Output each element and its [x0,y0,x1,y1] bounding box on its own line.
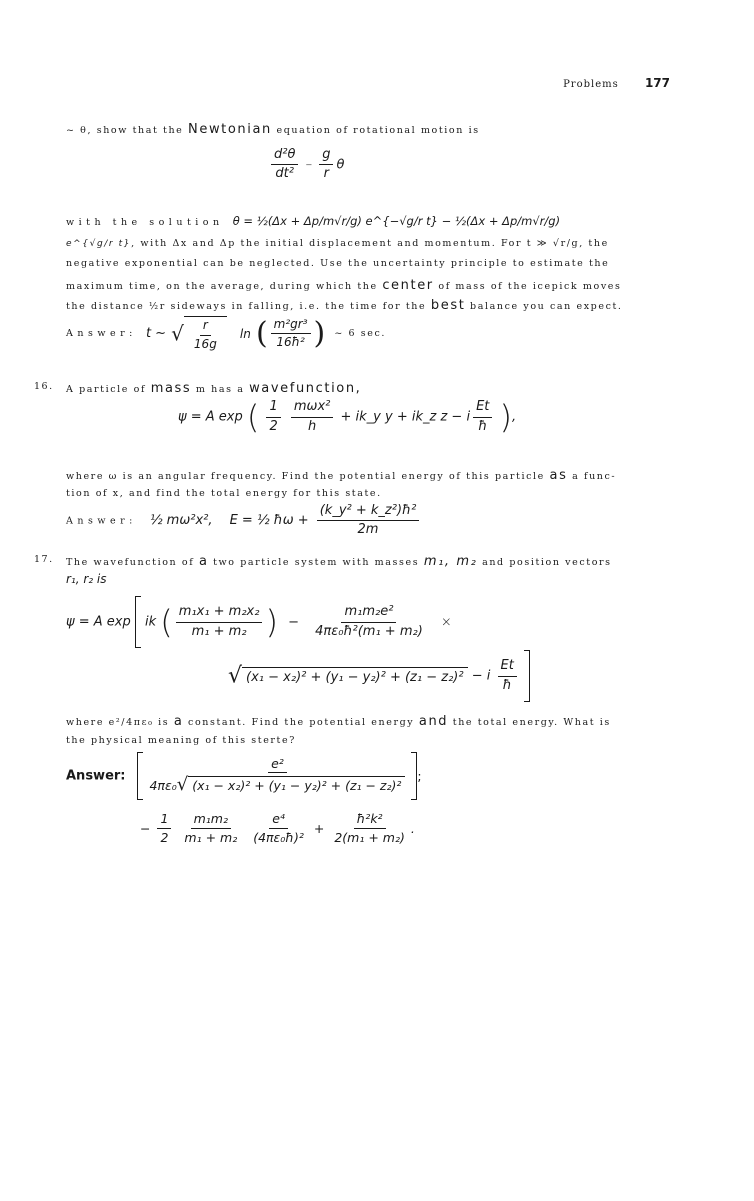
problem-17-line-1: The wavefunction of a two particle system with masses m₁, m₂ and position vectors [66,554,612,569]
problem-17-answer-energy: − $\frac{1}{2}$ $\frac{\text{m₁m₂}}{\text{m₁ + m₂}}$ $\frac{\text{e⁴}}{\text{(4πε₀ħ)²}}$ + $\frac{\text{ħ²k²}}{\text{2(m₁ + m₂)}}$ . [140,811,415,845]
problem-17-wavefunction: ψ = A exp ik ( $\frac{\text{m₁x₁ + m₂x₂}}{\text{m₁ + m₂}}$ ) − $\frac{\text{m₁m₂e²}}{\text{4πε₀ħ²(m₁ + m₂)}}$ × [66,596,452,648]
answer-label: Answer: [66,768,126,784]
problem-17-line-3: where e²/4πε₀ is a constant. Find the potential energy and the total energy. What is [66,714,611,729]
problem-16-answer: Answer: ½ mω²x², E = ½ ħω + $\frac{\text{(k\_y² + k\_z²)ħ²}}{2m}$ [66,504,422,538]
problem-17-line-4: the physical meaning of this sterte? [66,735,296,746]
page-number: 177 [644,76,670,90]
problem-16-number: 16. [34,381,54,392]
problem-16-wavefunction: ψ = A exp ( $\frac{1}{2}$ $\frac{\text{mωx²}}{h}$ + ik_y y + ik_z z − i $\frac{Et}{ħ}$ ), [178,398,517,436]
problem-16-line-3: tion of x, and find the total energy for this state. [66,488,382,499]
intro-line-4: negative exponential can be neglected. Use the uncertainty principle to estimate the [66,258,610,269]
intro-line-6: the distance ½r sideways in falling, i.e. the time for the best balance you can expect. [66,298,623,313]
problem-16-line-2: where ω is an angular frequency. Find the potential energy of this particle as a func- [66,468,617,483]
intro-line-3: e^{√g/r t}, with Δx and Δp the initial displacement and momentum. For t ≫ √r/g, the [66,238,609,249]
intro-line-2: with the solution θ = ½(Δx + Δp/m√r/g) e^{−√g/r t} − ½(Δx + Δp/m√r/g) [66,214,561,228]
running-title: Problems [563,79,619,90]
answer-label: Answer: [66,328,137,339]
problem-17-number: 17. [34,554,54,565]
problem-16-line-1: A particle of mass m has a wavefunction, [66,381,362,396]
answer-label: Answer: [66,515,137,527]
intro-line-1: ~ θ, show that the Newtonian equation of rotational motion is [66,122,480,137]
problem-17-answer: Answer: $\frac{\text{e²}}{\text{4πε₀√ (x₁ − x₂)² + (y₁ − y₂)² + (z₁ − z₂)²}}$ ; [66,752,422,800]
equation-rotational-motion: $\frac{\text{d²θ}}{\text{dt²}}$ – $\frac{g}{r}$ θ [268,148,344,182]
running-header [563,76,670,90]
problem-17-line-2: r₁, r₂ is [66,572,107,586]
problem-17-wavefunction-cont: √ (x₁ − x₂)² + (y₁ − y₂)² + (z₁ − z₂)² − i $\frac{Et}{ħ}$ [228,650,530,702]
intro-line-5: maximum time, on the average, during which the center of mass of the icepick moves [66,278,622,293]
intro-answer: Answer: t ~ √ $\frac{r}{16g}$ ln ( $\frac{\text{m²gr³}}{\text{16ħ²}}$ ) ~ 6 sec. [66,316,387,351]
